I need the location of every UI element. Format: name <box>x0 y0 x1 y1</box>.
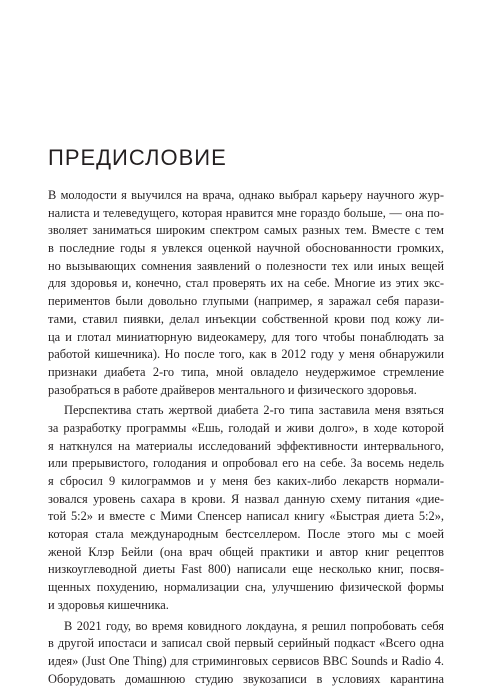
paragraph-2 <box>48 402 444 614</box>
text-line: и здоровья кишечника. <box>48 597 444 615</box>
text-line: налиста и телеведущего, которая нравится мне гораздо больше, — она по- <box>48 205 444 223</box>
text-line: идея» (Just One Thing) для стриминговых сервисов BBC Sounds и Radio 4. <box>48 653 444 671</box>
text-line: работой кишечника). Но после того, как в 2012 году у меня обнаружили <box>48 346 444 364</box>
text-line: низкоуглеводной диеты Fast 800) написали еще несколько книг, посвя- <box>48 561 444 579</box>
text-line: я наткнулся на материалы исследований эффективности интервального, <box>48 438 444 456</box>
text-line: щенных похудению, нормализации сна, улучшению физической формы <box>48 579 444 597</box>
text-line: или прерывистого, голодания и опробовал его на себе. За восемь недель <box>48 455 444 473</box>
text-line: В молодости я выучился на врача, однако выбрал карьеру научного жур- <box>48 187 444 205</box>
text-line: тами, ставил пиявки, делал инъекции собственной крови под кожу ли- <box>48 311 444 329</box>
text-line: периментов были довольно глупыми (например, я заражал себя парази- <box>48 293 444 311</box>
text-line: за разработку программы «Ешь, голодай и живи долго», в ходе которой <box>48 420 444 438</box>
text-line: женой Клэр Бейли (она врач общей практики и автор книг рецептов <box>48 544 444 562</box>
text-line: Оборудовать домашнюю студию звукозаписи в условиях карантина <box>48 671 444 688</box>
text-line: зволяет заниматься широким спектром самых разных тем. Вместе с тем <box>48 222 444 240</box>
text-line: ца и глотал миниатюрную видеокамеру, для того чтобы понаблюдать за <box>48 329 444 347</box>
text-line: в другой ипостаси и записал свой первый серийный подкаст «Всего одна <box>48 635 444 653</box>
text-line: но вызывающих сомнения заявлений о полезности тех или иных вещей <box>48 258 444 276</box>
body-text <box>48 187 444 688</box>
chapter-heading: ПРЕДИСЛОВИЕ <box>48 144 227 172</box>
paragraph-3 <box>48 618 444 688</box>
paragraph-1 <box>48 187 444 399</box>
text-line: В 2021 году, во время ковидного локдауна, я решил попробовать себя <box>48 618 444 636</box>
text-line: Перспектива стать жертвой диабета 2-го типа заставила меня взяться <box>48 402 444 420</box>
text-line: признаки диабета 2-го типа, мной овладело неудержимое стремление <box>48 364 444 382</box>
text-line: зовался уровень сахара в крови. Я назвал данную схему питания «дие- <box>48 491 444 509</box>
text-line: которая стала международным бестселлером. После этого мы с моей <box>48 526 444 544</box>
text-line: в последние годы я увлекся оценкой научной обоснованности громких, <box>48 240 444 258</box>
text-line: разобраться в работе драйверов ментального и физического здоровья. <box>48 382 444 400</box>
text-line: я сбросил 9 килограммов и у меня без каких-либо лекарств нормали- <box>48 473 444 491</box>
text-line: той 5:2» и вместе с Мими Спенсер написал книгу «Быстрая диета 5:2», <box>48 508 444 526</box>
text-line: для здоровья и, конечно, стал проверять их на себе. Многие из этих экс- <box>48 275 444 293</box>
